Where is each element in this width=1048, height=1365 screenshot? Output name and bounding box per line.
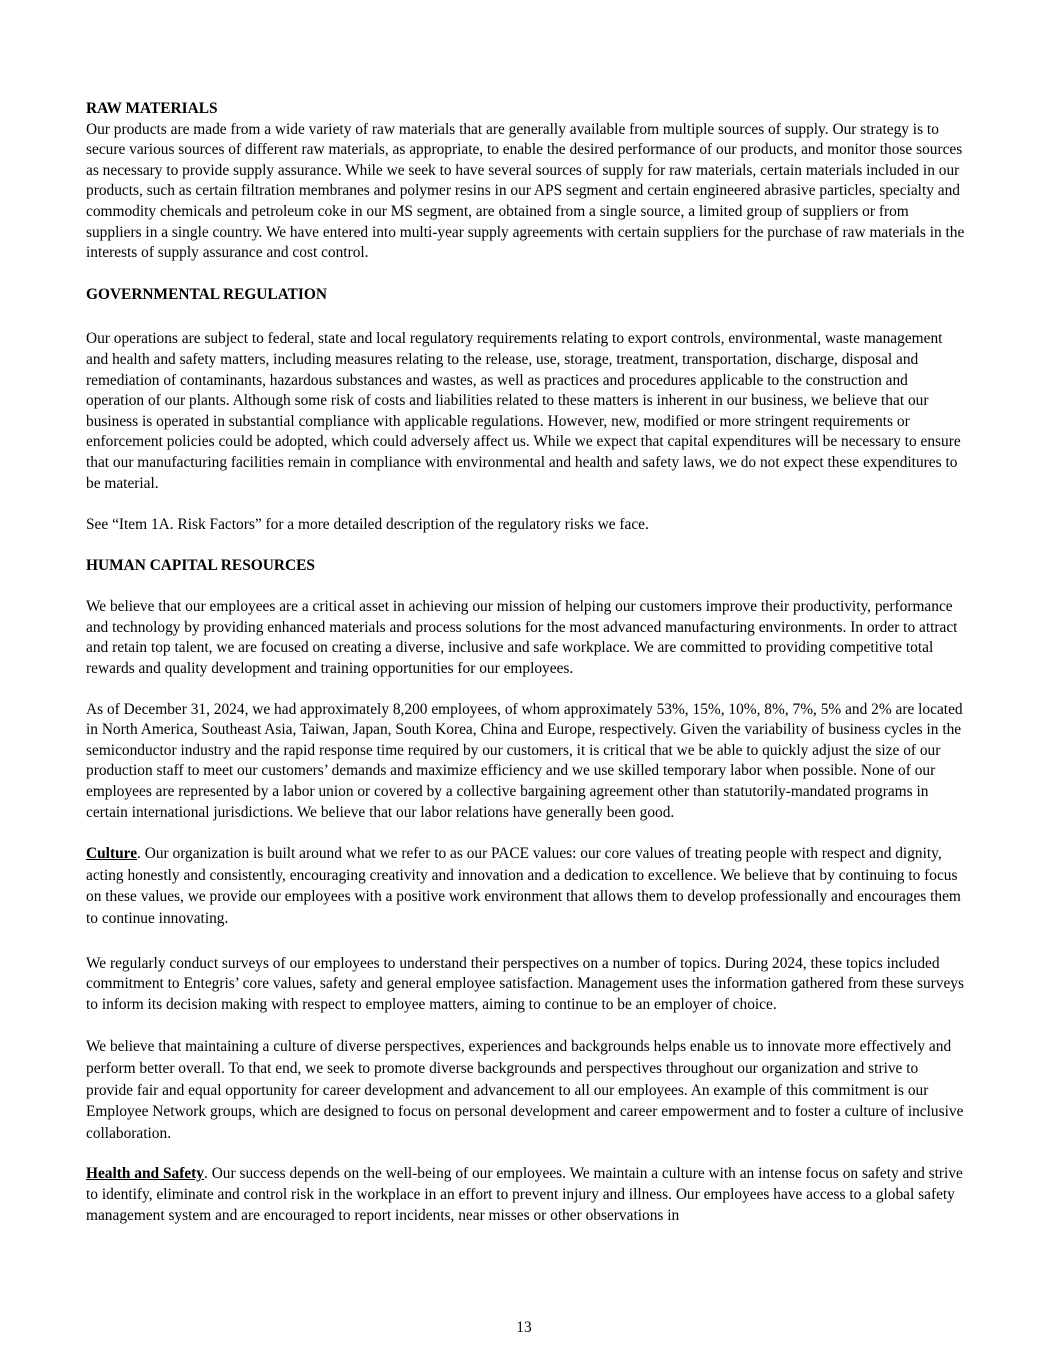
health-safety-title: Health and Safety [86,1165,204,1183]
raw-materials-paragraph: Our products are made from a wide variety of raw materials that are generally available from multiple sources of supply. Our strategy is to secure various sources of different raw materials, as appropriate, to enable the desired performance of our products, and monitor those sources as necessary to provide supply assurance. While we seek to have several sources of supply for raw materials, certain materials included in our products, such as certain filtration membranes and polymer resins in our APS segment and certain engineered abrasive particles, specialty and commodity chemicals and petroleum coke in our MS segment, are obtained from a single source, a limited group of suppliers or from suppliers in a single country. We have entered into multi-year supply agreements with certain suppliers for the purchase of raw materials in the interests of supply assurance and cost control. [86,120,965,262]
risk-factors-reference: See “Item 1A. Risk Factors” for a more detailed description of the regulatory risks we face. [86,516,649,534]
diversity-paragraph: We believe that maintaining a culture of diverse perspectives, experiences and backgrounds helps enable us to innovate more effectively and perform better overall. To that end, we seek to promote diverse backgrounds and perspectives throughout our organization and strive to provide fair and equal opportunity for career development and advancement to all our employees. An example of this commitment is our Employee Network groups, which are designed to focus on personal development and career empowerment and to foster a culture of inclusive collaboration. [86,1038,964,1142]
health-safety-body: . Our success depends on the well-being of our employees. We maintain a culture with an intense focus on safety and strive to identify, eliminate and control risk in the workplace in an effort to prevent injury and illness. Our employees have access to a global safety management system and are encouraged to report incidents, near misses or other observations in [86,1165,963,1224]
culture-title: Culture [86,845,138,863]
human-capital-intro-paragraph: We believe that our employees are a critical asset in achieving our mission of helping our customers improve their productivity, performance and technology by providing enhanced materials and process solutions for the most advanced manufacturing environments. In order to attract and retain top talent, we are focused on creating a diverse, inclusive and safe workplace. We are committed to providing competitive total rewards and quality development and training opportunities for our employees. [86,598,958,678]
culture-paragraph [86,843,966,929]
employees-paragraph: As of December 31, 2024, we had approximately 8,200 employees, of whom approximately 53%, 15%, 10%, 8%, 7%, 5% and 2% are located in North America, Southeast Asia, Taiwan, Japan, South Korea, China and Europe, respectively. Given the variability of business cycles in the semiconductor industry and the rapid response time required by our customers, it is critical that we be able to quickly adjust the size of our production staff to meet our customers’ demands and maximize efficiency and we use skilled temporary labor when possible. None of our employees are represented by a labor union or covered by a collective bargaining agreement other than statutorily-mandated programs in certain international jurisdictions. We believe that our labor relations have generally been good. [86,700,963,821]
human-capital-heading: HUMAN CAPITAL RESOURCES [86,556,315,574]
culture-body: . Our organization is built around what we refer to as our PACE values: our core values of treating people with respect and dignity, acting honestly and consistently, encouraging creativity and innovation and a dedication to excellence. We believe that by continuing to focus on these values, we provide our employees with a positive work environment that allows them to develop professionally and encourages them to continue innovating. [86,845,961,927]
governmental-regulation-paragraph: Our operations are subject to federal, state and local regulatory requirements relating to export controls, environmental, waste management and health and safety matters, including measures relating to the release, use, storage, treatment, transportation, discharge, disposal and remediation of contaminants, hazardous substances and wastes, as well as practices and procedures applicable to the construction and operation of our plants. Although some risk of costs and liabilities related to these matters is inherent in our business, we believe that our business is operated in substantial compliance with applicable regulations. However, new, modified or more stringent requirements or enforcement policies could be adopted, which could adversely affect us. While we expect that capital expenditures will be necessary to ensure that our manufacturing facilities remain in compliance with environmental and health and safety laws, we do not expect these expenditures to be material. [86,330,961,492]
surveys-paragraph: We regularly conduct surveys of our employees to understand their perspectives on a number of topics. During 2024, these topics included commitment to Entegris’ core values, safety and general employee satisfaction. Management uses the information gathered from these surveys to inform its decision making with respect to employee matters, aiming to continue to be an employer of choice. [86,954,964,1013]
health-safety-paragraph [86,1164,966,1226]
document-page [86,99,966,1226]
raw-materials-heading: RAW MATERIALS [86,100,218,117]
page-number: 13 [516,1319,532,1336]
governmental-regulation-heading: GOVERNMENTAL REGULATION [86,285,328,303]
